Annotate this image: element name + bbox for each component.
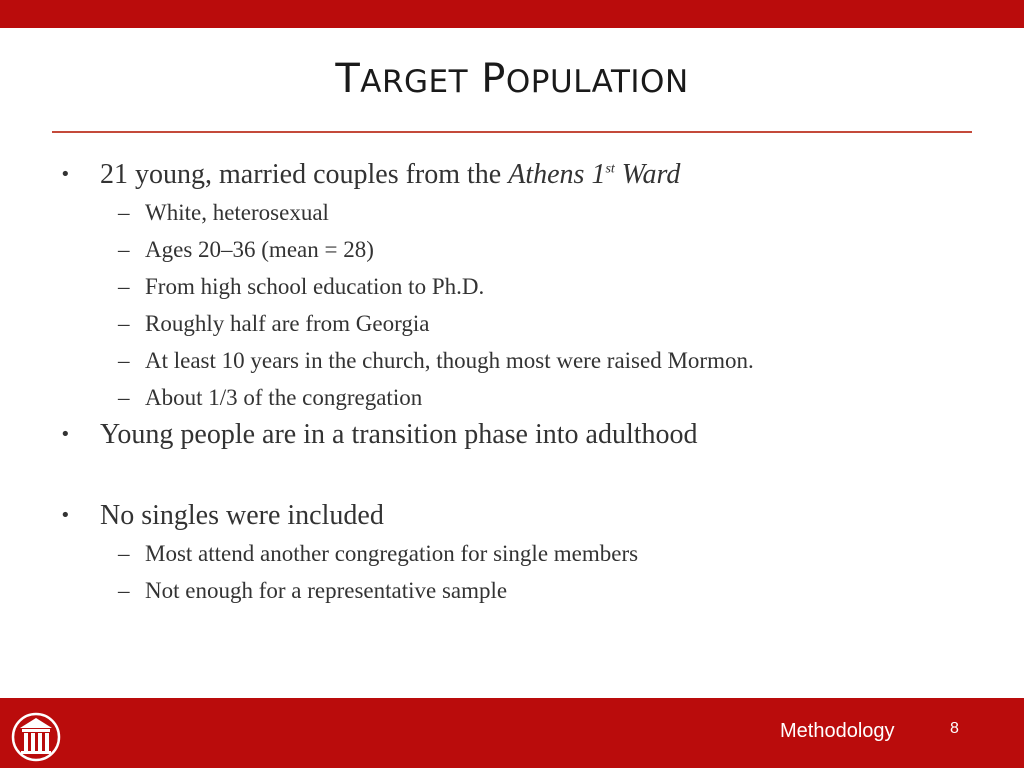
slide-content xyxy=(60,156,980,609)
dash-icon: – xyxy=(118,385,130,410)
dash-icon: – xyxy=(118,274,130,299)
title-divider xyxy=(52,131,972,133)
bullet-icon: • xyxy=(60,424,71,445)
sub-bullet-text: Most attend another congregation for single members xyxy=(145,541,639,566)
dash-icon: – xyxy=(118,578,130,603)
sub-bullet-text: At least 10 years in the church, though most were raised Mormon. xyxy=(145,348,754,373)
bullet-item xyxy=(60,416,980,454)
sub-bullet-text: About 1/3 of the congregation xyxy=(145,385,423,410)
ward-ordinal: st xyxy=(605,161,615,177)
sub-bullet-item xyxy=(60,342,980,379)
sub-bullet-item xyxy=(60,305,980,342)
dash-icon: – xyxy=(118,311,130,336)
sub-bullet-item xyxy=(60,231,980,268)
sub-bullet-text: Ages 20–36 (mean = 28) xyxy=(145,237,374,262)
sub-bullet-item xyxy=(60,535,980,572)
sub-bullet-text: White, heterosexual xyxy=(145,200,329,225)
bullet-text: No singles were included xyxy=(100,500,384,531)
bullet-icon: • xyxy=(60,164,71,185)
dash-icon: – xyxy=(118,200,130,225)
sub-bullet-text: Roughly half are from Georgia xyxy=(145,311,430,336)
page-number: 8 xyxy=(950,720,959,737)
footer-bar xyxy=(0,698,1024,768)
bullet-text: 21 young, married couples from the xyxy=(100,159,509,190)
sub-bullet-text: From high school education to Ph.D. xyxy=(145,274,485,299)
section-label: Methodology xyxy=(780,720,895,742)
bullet-icon: • xyxy=(60,505,71,526)
university-arch-icon xyxy=(10,704,62,762)
sub-bullet-text: Not enough for a representative sample xyxy=(145,578,508,603)
bullet-item xyxy=(60,156,980,194)
sub-bullet-item xyxy=(60,379,980,416)
bullet-text: Young people are in a transition phase into adulthood xyxy=(100,419,698,450)
dash-icon: – xyxy=(118,237,130,262)
top-header-bar xyxy=(0,0,1024,28)
dash-icon: – xyxy=(118,348,130,373)
sub-bullet-item xyxy=(60,268,980,305)
slide-title: TARGET POPULATION xyxy=(335,56,689,102)
ward-suffix: Ward xyxy=(614,159,681,190)
bullet-item xyxy=(60,497,980,535)
sub-bullet-item xyxy=(60,194,980,231)
ward-name: Athens 1 xyxy=(508,159,606,190)
dash-icon: – xyxy=(118,541,130,566)
spacer xyxy=(60,454,980,497)
sub-bullet-item xyxy=(60,572,980,609)
